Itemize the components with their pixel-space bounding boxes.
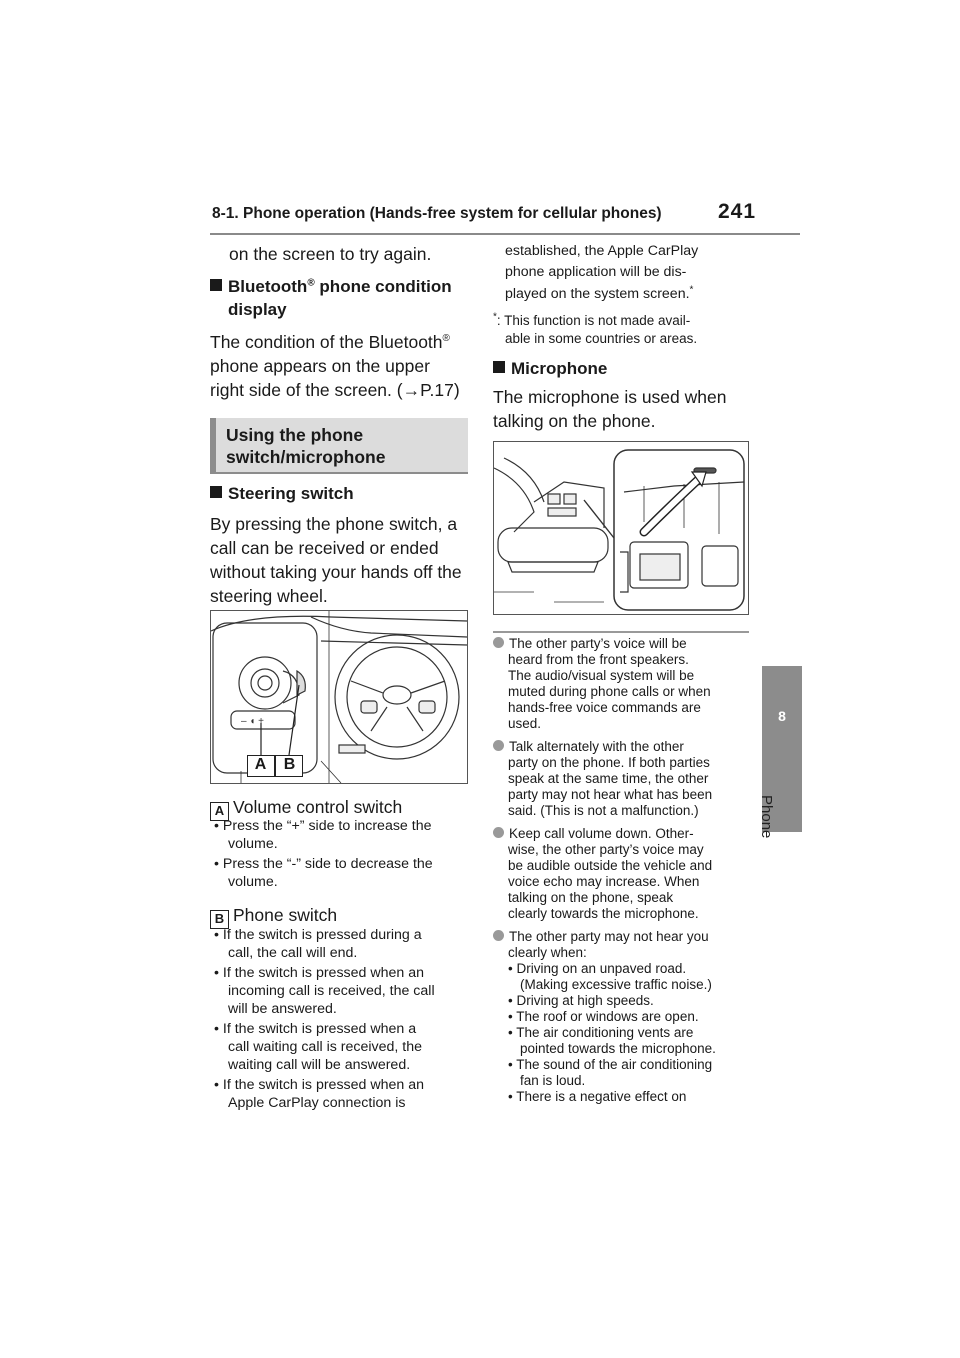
b-bullet-2: • If the switch is pressed when an	[214, 965, 424, 981]
callout-label-a: A	[254, 756, 267, 773]
steering-switch-heading: Steering switch	[210, 482, 354, 506]
header-rule	[210, 233, 800, 235]
note-4-bullet-5-cont: fan is loud.	[520, 1073, 586, 1088]
steering-paragraph-line1: By pressing the phone switch, a	[210, 514, 458, 534]
note-2-line4: party may not hear what has been	[508, 787, 713, 802]
note-4-bullet-1-cont: (Making excessive traffic noise.)	[520, 977, 712, 992]
note-3-line5: talking on the phone, speak	[508, 890, 674, 905]
bluetooth-paragraph-line3: right side of the screen. (→P.17)	[210, 380, 460, 400]
bluetooth-paragraph-line2: phone appears on the upper	[210, 356, 430, 376]
note-4-bullet-6: • There is a negative effect on	[508, 1089, 687, 1104]
note-4-bullet-2: • Driving at high speeds.	[508, 993, 654, 1008]
notes-divider	[493, 631, 749, 633]
b-bullet-2-cont2: will be answered.	[228, 1001, 337, 1017]
note-3-line1: Keep call volume down. Other-	[493, 826, 694, 843]
b-bullet-1: • If the switch is pressed during a	[214, 927, 422, 943]
chapter-tab-label: Phone	[758, 795, 775, 839]
label-a-line: A Volume control switch	[210, 795, 402, 821]
note-4-bullet-3: • The roof or windows are open.	[508, 1009, 699, 1024]
note-1-line1: The other party’s voice will be	[493, 636, 687, 653]
section-heading: Using the phone switch/microphone	[226, 425, 386, 467]
note-2-line3: speak at the same time, the other	[508, 771, 709, 786]
label-b-line: B Phone switch	[210, 903, 337, 929]
microphone-heading: Microphone	[493, 357, 607, 381]
b-bullet-4: • If the switch is pressed when an	[214, 1077, 424, 1093]
chapter-tab-number: 8	[778, 708, 786, 724]
note-1-line4: muted during phone calls or when	[508, 684, 711, 699]
note-2-line2: party on the phone. If both parties	[508, 755, 710, 770]
footnote-line2: able in some countries or areas.	[505, 331, 698, 346]
square-bullet-icon	[210, 486, 222, 498]
continued-text: on the screen to try again.	[229, 244, 432, 264]
note-1-line2: heard from the front speakers.	[508, 652, 689, 667]
bluetooth-heading-line2: display	[228, 300, 287, 319]
note-4-line2: clearly when:	[508, 945, 587, 960]
note-3-line4: voice echo may increase. When	[508, 874, 700, 889]
note-4-bullet-5: • The sound of the air conditioning	[508, 1057, 713, 1072]
footnote-line1: *: This function is not made avail-	[493, 311, 691, 328]
steering-wheel-illustration	[210, 610, 468, 784]
note-4-bullet-4-cont: pointed towards the microphone.	[520, 1041, 716, 1056]
page-number: 241	[718, 200, 757, 223]
a-bullet-2: • Press the “-” side to decrease the	[214, 856, 433, 872]
microphone-location-illustration	[493, 441, 749, 615]
b-bullet-3: • If the switch is pressed when a	[214, 1021, 417, 1037]
note-4-bullet-4: • The air conditioning vents are	[508, 1025, 694, 1040]
note-1-line5: hands-free voice commands are	[508, 700, 701, 715]
microphone-paragraph-line2: talking on the phone.	[493, 411, 656, 431]
carplay-cont-line2: phone application will be dis-	[505, 264, 687, 280]
b-bullet-1-cont: call, the call will end.	[228, 945, 358, 961]
label-b-box: B	[210, 910, 229, 929]
circle-bullet-icon	[493, 827, 504, 838]
note-4-bullet-1: • Driving on an unpaved road.	[508, 961, 687, 976]
running-header-title: 8-1. Phone operation (Hands-free system for cellular phones)	[212, 205, 662, 222]
note-2-line1: Talk alternately with the other	[493, 739, 684, 756]
a-bullet-2-cont: volume.	[228, 874, 278, 890]
note-3-line3: be audible outside the vehicle and	[508, 858, 713, 873]
steering-paragraph-line4: steering wheel.	[210, 586, 328, 606]
section-heading-box	[210, 418, 468, 474]
b-bullet-4-cont: Apple CarPlay connection is	[228, 1095, 406, 1111]
b-bullet-2-cont1: incoming call is received, the call	[228, 983, 435, 999]
callout-label-b: B	[283, 756, 296, 773]
circle-bullet-icon	[493, 637, 504, 648]
a-bullet-1-cont: volume.	[228, 836, 278, 852]
note-3-line2: wise, the other party’s voice may	[508, 842, 704, 857]
steering-paragraph-line2: call can be received or ended	[210, 538, 439, 558]
bluetooth-paragraph-line1: The condition of the Bluetooth®	[210, 332, 450, 352]
svg-text:– ◖ +: – ◖ +	[241, 716, 264, 727]
bluetooth-heading: Bluetooth® phone condition	[210, 275, 452, 299]
steering-paragraph-line3: without taking your hands off the	[210, 562, 462, 582]
note-2-line5: said. (This is not a malfunction.)	[508, 803, 699, 818]
carplay-cont-line3: played on the system screen.*	[505, 284, 694, 302]
note-4-line1: The other party may not hear you	[493, 929, 709, 946]
square-bullet-icon	[210, 279, 222, 291]
square-bullet-icon	[493, 361, 505, 373]
b-bullet-3-cont1: call waiting call is received, the	[228, 1039, 422, 1055]
a-bullet-1: • Press the “+” side to increase the	[214, 818, 432, 834]
note-1-line3: The audio/visual system will be	[508, 668, 695, 683]
circle-bullet-icon	[493, 740, 504, 751]
circle-bullet-icon	[493, 930, 504, 941]
note-1-line6: used.	[508, 716, 542, 731]
note-3-line6: clearly towards the microphone.	[508, 906, 699, 921]
carplay-cont-line1: established, the Apple CarPlay	[505, 243, 699, 259]
label-a-box: A	[210, 802, 229, 821]
b-bullet-3-cont2: waiting call will be answered.	[228, 1057, 411, 1073]
microphone-paragraph-line1: The microphone is used when	[493, 387, 727, 407]
